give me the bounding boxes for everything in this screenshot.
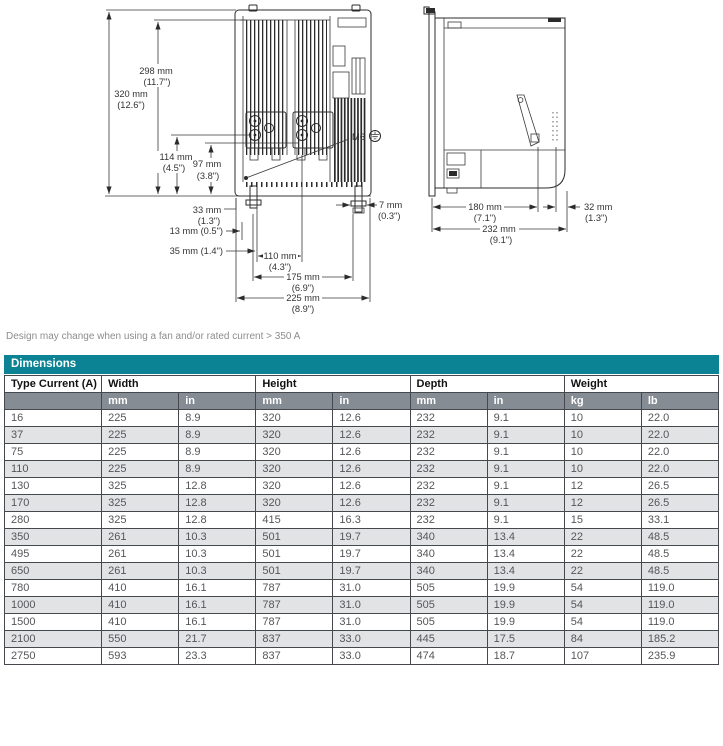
table-cell: 22.0 <box>641 461 718 478</box>
table-cell: 54 <box>564 597 641 614</box>
table-cell: 550 <box>102 631 179 648</box>
table-row <box>5 614 719 631</box>
dim-13mm-label: 13 mm (0.5") <box>169 226 223 236</box>
table-cell: 232 <box>410 512 487 529</box>
dimensions-table-section <box>4 355 719 665</box>
dim-180mm-label: 180 mm <box>468 202 502 212</box>
table-cell: 13.4 <box>487 529 564 546</box>
table-title-bar: Dimensions <box>4 355 719 374</box>
table-cell: 780 <box>5 580 102 597</box>
table-row <box>5 580 719 597</box>
table-cell: 350 <box>5 529 102 546</box>
table-cell: 10.3 <box>179 563 256 580</box>
design-note: Design may change when using a fan and/or rated current > 350 A <box>6 331 301 342</box>
table-cell: 31.0 <box>333 597 410 614</box>
table-cell: 232 <box>410 461 487 478</box>
table-cell: 21.7 <box>179 631 256 648</box>
table-cell: 225 <box>102 410 179 427</box>
dim-97mm-label: 97 mm <box>192 159 222 169</box>
table-cell: 280 <box>5 512 102 529</box>
table-row <box>5 597 719 614</box>
table-cell: 320 <box>256 495 333 512</box>
table-row <box>5 546 719 563</box>
dim-35mm-label: 35 mm (1.4") <box>169 246 223 256</box>
table-unit-header-row <box>5 393 719 410</box>
table-cell: 22 <box>564 529 641 546</box>
dim-33in-label: (1.3") <box>197 216 221 226</box>
table-cell: 8.9 <box>179 444 256 461</box>
table-cell: 12 <box>564 478 641 495</box>
table-cell: 232 <box>410 410 487 427</box>
col-header-type-current: Type Current (A) <box>5 376 102 393</box>
table-cell: 495 <box>5 546 102 563</box>
table-cell: 445 <box>410 631 487 648</box>
dim-7in-label: (0.3") <box>378 211 401 221</box>
table-cell: 33.0 <box>333 648 410 665</box>
table-cell: 110 <box>5 461 102 478</box>
dim-32in-label: (1.3") <box>585 213 608 223</box>
dim-298mm-label: 298 mm <box>139 66 173 76</box>
table-cell: 119.0 <box>641 580 718 597</box>
table-cell: 9.1 <box>487 427 564 444</box>
table-cell: 325 <box>102 478 179 495</box>
dim-175mm-label: 175 mm <box>286 272 320 282</box>
side-view-dimensions <box>432 147 613 245</box>
table-cell: 10 <box>564 444 641 461</box>
dim-110in-label: (4.3") <box>268 262 292 272</box>
table-cell: 10 <box>564 410 641 427</box>
table-cell: 22 <box>564 563 641 580</box>
table-cell: 16.3 <box>333 512 410 529</box>
unit-header-height-in: in <box>333 393 410 410</box>
table-cell: 12 <box>564 495 641 512</box>
table-cell: 9.1 <box>487 495 564 512</box>
table-cell: 787 <box>256 580 333 597</box>
table-cell: 12.6 <box>333 478 410 495</box>
dim-232in-label: (9.1") <box>489 235 513 245</box>
table-cell: 31.0 <box>333 580 410 597</box>
mounting-stud-right <box>351 186 366 213</box>
unit-header-depth-mm: mm <box>410 393 487 410</box>
table-cell: 2750 <box>5 648 102 665</box>
table-cell: 12.6 <box>333 444 410 461</box>
table-cell: 170 <box>5 495 102 512</box>
table-cell: 320 <box>256 427 333 444</box>
table-cell: 16 <box>5 410 102 427</box>
table-row <box>5 563 719 580</box>
table-cell: 19.7 <box>333 529 410 546</box>
table-cell: 185.2 <box>641 631 718 648</box>
table-cell: 12.6 <box>333 495 410 512</box>
dim-225in-label: (8.9") <box>291 304 315 314</box>
unit-header-empty <box>5 393 102 410</box>
dim-320mm-label: 320 mm <box>114 89 148 99</box>
dim-180in-label: (7.1") <box>473 213 497 223</box>
table-cell: 16.1 <box>179 580 256 597</box>
table-row <box>5 495 719 512</box>
table-cell: 10 <box>564 427 641 444</box>
table-cell: 22.0 <box>641 444 718 461</box>
table-cell: 235.9 <box>641 648 718 665</box>
table-cell: 501 <box>256 529 333 546</box>
table-row <box>5 427 719 444</box>
ground-point-dot <box>244 176 248 180</box>
table-cell: 787 <box>256 614 333 631</box>
table-cell: 8.9 <box>179 410 256 427</box>
table-row <box>5 631 719 648</box>
table-cell: 232 <box>410 478 487 495</box>
table-cell: 340 <box>410 546 487 563</box>
table-cell: 37 <box>5 427 102 444</box>
table-cell: 320 <box>256 410 333 427</box>
table-cell: 9.1 <box>487 461 564 478</box>
table-cell: 19.7 <box>333 563 410 580</box>
unit-header-height-mm: mm <box>256 393 333 410</box>
table-cell: 320 <box>256 461 333 478</box>
table-row <box>5 478 719 495</box>
table-cell: 261 <box>102 529 179 546</box>
table-cell: 10.3 <box>179 546 256 563</box>
table-cell: 650 <box>5 563 102 580</box>
table-cell: 505 <box>410 614 487 631</box>
table-cell: 19.9 <box>487 580 564 597</box>
table-cell: 48.5 <box>641 546 718 563</box>
table-cell: 130 <box>5 478 102 495</box>
col-header-height: Height <box>256 376 410 393</box>
table-cell: 33.0 <box>333 631 410 648</box>
table-cell: 22 <box>564 546 641 563</box>
mounting-stud-left <box>246 186 261 208</box>
table-cell: 8.9 <box>179 427 256 444</box>
table-cell: 474 <box>410 648 487 665</box>
dim-232mm-label: 232 mm <box>482 224 516 234</box>
table-cell: 325 <box>102 512 179 529</box>
table-cell: 119.0 <box>641 614 718 631</box>
table-cell: 22.0 <box>641 410 718 427</box>
table-cell: 320 <box>256 444 333 461</box>
table-row <box>5 461 719 478</box>
dim-298in-label: (11.7") <box>143 77 171 87</box>
table-cell: 261 <box>102 563 179 580</box>
table-cell: 415 <box>256 512 333 529</box>
table-cell: 232 <box>410 427 487 444</box>
table-cell: 75 <box>5 444 102 461</box>
table-cell: 15 <box>564 512 641 529</box>
dim-175in-label: (6.9") <box>291 283 315 293</box>
table-row <box>5 529 719 546</box>
table-cell: 410 <box>102 614 179 631</box>
table-cell: 9.1 <box>487 512 564 529</box>
table-cell: 837 <box>256 648 333 665</box>
table-group-header-row <box>5 376 719 393</box>
table-cell: 593 <box>102 648 179 665</box>
table-cell: 12.6 <box>333 427 410 444</box>
table-cell: 410 <box>102 580 179 597</box>
table-cell: 320 <box>256 478 333 495</box>
table-cell: 2100 <box>5 631 102 648</box>
table-cell: 8.9 <box>179 461 256 478</box>
table-cell: 16.1 <box>179 614 256 631</box>
table-row <box>5 444 719 461</box>
table-cell: 48.5 <box>641 529 718 546</box>
table-cell: 10 <box>564 461 641 478</box>
table-cell: 107 <box>564 648 641 665</box>
table-cell: 501 <box>256 546 333 563</box>
unit-header-width-mm: mm <box>102 393 179 410</box>
table-cell: 1500 <box>5 614 102 631</box>
table-cell: 12.8 <box>179 512 256 529</box>
table-cell: 340 <box>410 529 487 546</box>
table-cell: 10.3 <box>179 529 256 546</box>
table-cell: 48.5 <box>641 563 718 580</box>
unit-header-width-in: in <box>179 393 256 410</box>
table-cell: 325 <box>102 495 179 512</box>
table-cell: 13.4 <box>487 563 564 580</box>
table-cell: 9.1 <box>487 410 564 427</box>
table-cell: 18.7 <box>487 648 564 665</box>
unit-header-depth-in: in <box>487 393 564 410</box>
table-cell: 9.1 <box>487 444 564 461</box>
table-cell: 13.4 <box>487 546 564 563</box>
table-cell: 54 <box>564 580 641 597</box>
table-cell: 84 <box>564 631 641 648</box>
dim-7mm-label: 7 mm <box>379 200 403 210</box>
table-cell: 9.1 <box>487 478 564 495</box>
dim-97in-label: (3.8") <box>196 171 220 181</box>
table-cell: 225 <box>102 427 179 444</box>
table-cell: 19.7 <box>333 546 410 563</box>
dimension-drawing-svg <box>0 0 723 324</box>
table-cell: 410 <box>102 597 179 614</box>
table-cell: 505 <box>410 597 487 614</box>
col-header-width: Width <box>102 376 256 393</box>
table-cell: 26.5 <box>641 495 718 512</box>
table-cell: 19.9 <box>487 614 564 631</box>
table-cell: 31.0 <box>333 614 410 631</box>
dimensions-table <box>4 375 719 665</box>
side-view-drawing <box>424 7 565 196</box>
table-cell: 22.0 <box>641 427 718 444</box>
dimension-drawings <box>0 0 723 324</box>
table-cell: 26.5 <box>641 478 718 495</box>
table-body <box>5 410 719 665</box>
table-cell: 225 <box>102 444 179 461</box>
table-cell: 1000 <box>5 597 102 614</box>
table-cell: 54 <box>564 614 641 631</box>
unit-header-weight-kg: kg <box>564 393 641 410</box>
table-cell: 340 <box>410 563 487 580</box>
table-cell: 23.3 <box>179 648 256 665</box>
unit-header-weight-lb: lb <box>641 393 718 410</box>
dim-32mm-label: 32 mm <box>584 202 613 212</box>
table-cell: 12.6 <box>333 461 410 478</box>
table-cell: 12.8 <box>179 478 256 495</box>
table-cell: 16.1 <box>179 597 256 614</box>
dim-114mm-label: 114 mm <box>159 152 193 162</box>
dim-225mm-label: 225 mm <box>286 293 320 303</box>
front-view-drawing <box>235 5 381 213</box>
dim-110mm-label: 110 mm <box>263 251 297 261</box>
dim-320in-label: (12.6") <box>117 100 145 110</box>
col-header-depth: Depth <box>410 376 564 393</box>
table-cell: 787 <box>256 597 333 614</box>
table-row <box>5 648 719 665</box>
table-cell: 119.0 <box>641 597 718 614</box>
table-cell: 17.5 <box>487 631 564 648</box>
table-cell: 12.6 <box>333 410 410 427</box>
table-cell: 501 <box>256 563 333 580</box>
table-row <box>5 512 719 529</box>
table-cell: 505 <box>410 580 487 597</box>
table-cell: 33.1 <box>641 512 718 529</box>
dim-33mm-label: 33 mm <box>192 205 222 215</box>
table-row <box>5 410 719 427</box>
col-header-weight: Weight <box>564 376 718 393</box>
table-cell: 19.9 <box>487 597 564 614</box>
dim-114in-label: (4.5") <box>162 163 186 173</box>
table-cell: 225 <box>102 461 179 478</box>
dim-m6-label: M6 <box>352 132 365 142</box>
table-cell: 12.8 <box>179 495 256 512</box>
table-cell: 232 <box>410 495 487 512</box>
table-cell: 232 <box>410 444 487 461</box>
table-cell: 261 <box>102 546 179 563</box>
table-cell: 837 <box>256 631 333 648</box>
